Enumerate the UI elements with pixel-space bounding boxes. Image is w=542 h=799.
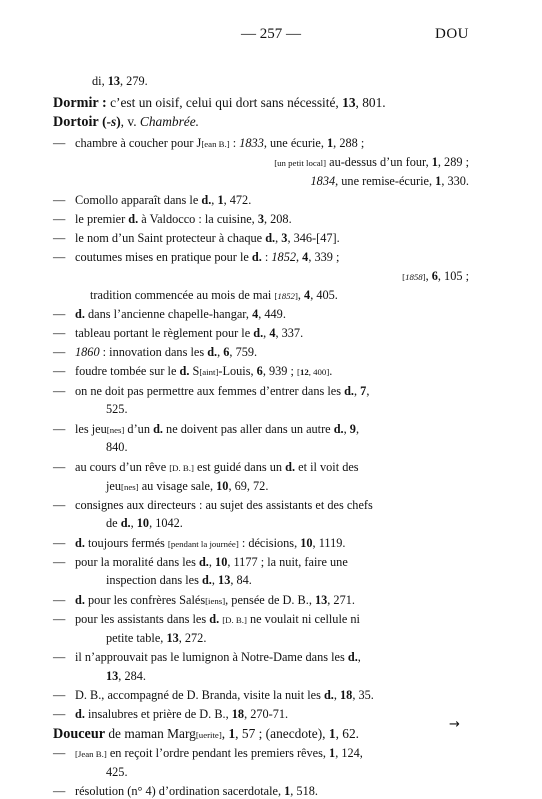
entry-text: consignes aux directeurs : au sujet des assistants et des chefs (75, 498, 373, 512)
entry-text: inspection dans les d., 13, 84. (106, 573, 252, 587)
entry-text: [Jean B.] en reçoit l’ordre pendant les premiers rêves, 1, 124, (75, 746, 363, 760)
entry-text: 425. (106, 765, 128, 779)
entry-text: d. insalubres et prière de D. B., 18, 270-71. (75, 707, 289, 721)
entry-dash: — (53, 784, 66, 798)
entry-dash: — (53, 707, 66, 721)
entry-text: D. B., accompagné de D. Branda, visite la nuit les d., 18, 35. (75, 688, 374, 702)
entry-dash: — (53, 650, 66, 664)
entry-text: Dormir : c’est un oisif, celui qui dort sans nécessité, 13, 801. (53, 95, 386, 111)
entry-dash: — (53, 250, 66, 264)
entry-text: [1858], 6, 105 ; (402, 269, 469, 283)
entry-dash: — (53, 345, 66, 359)
entry-dash: — (53, 136, 66, 150)
page-header (0, 26, 542, 46)
entry-text: 840. (106, 440, 128, 454)
entry-text: jeu[nes] au visage sale, 10, 69, 72. (106, 479, 269, 493)
entry-text: pour les assistants dans les d. [D. B.] ne voulait ni cellule ni (75, 612, 360, 626)
entry-text: 1860 : innovation dans les d., 6, 759. (75, 345, 258, 359)
entry-text: le nom d’un Saint protecteur à chaque d., 3, 346-[47]. (75, 231, 340, 245)
entry-text: 525. (106, 402, 128, 416)
entry-text: chambre à coucher pour J[ean B.] : 1833, une écurie, 1, 288 ; (75, 136, 365, 150)
entry-text: d. dans l’ancienne chapelle-hangar, 4, 449. (75, 307, 286, 321)
entry-text: Dortoir (-s), v. Chambrée. (53, 114, 200, 130)
entry-text: 1834, une remise-écurie, 1, 330. (310, 174, 469, 188)
entry-dash: — (53, 364, 66, 378)
entry-dash: — (53, 555, 66, 569)
entry-text: [un petit local] au-dessus d’un four, 1, 289 ; (274, 155, 469, 169)
entry-dash: — (53, 498, 66, 512)
entry-dash: — (53, 460, 66, 474)
entry-text: résolution (n° 4) d’ordination sacerdotale, 1, 518. (75, 784, 318, 798)
entry-text: on ne doit pas permettre aux femmes d’entrer dans les d., 7, (75, 384, 370, 398)
entry-text: Douceur de maman Marg[uerite], 1, 57 ; (anecdote), 1, 62. (53, 726, 360, 742)
entry-dash: — (53, 212, 66, 226)
entry-text: tradition commencée au mois de mai [1852], 4, 405. (90, 288, 338, 302)
entry-text: il n’approuvait pas le lumignon à Notre-Dame dans les d., (75, 650, 361, 664)
entry-text: d. toujours fermés [pendant la journée] : décisions, 10, 1119. (75, 536, 346, 550)
entry-text: petite table, 13, 272. (106, 631, 207, 645)
entry-text: coutumes mises en pratique pour le d. : 1852, 4, 339 ; (75, 250, 340, 264)
entry-text: pour la moralité dans les d., 10, 1177 ; la nuit, faire une (75, 555, 348, 569)
entry-dash: — (53, 326, 66, 340)
running-head: DOU (435, 26, 469, 42)
continuation-arrow-icon: → (449, 717, 460, 732)
entry-text: au cours d’un rêve [D. B.] est guidé dans un d. et il voit des (75, 460, 359, 474)
entry-text: le premier d. à Valdocco : la cuisine, 3, 208. (75, 212, 292, 226)
entry-dash: — (53, 422, 66, 436)
entry-dash: — (53, 536, 66, 550)
entry-text: foudre tombée sur le d. S[aint]-Louis, 6, 939 ; [12, 400]. (75, 364, 333, 378)
entry-text: d. pour les confrères Salés[iens], pensée de D. B., 13, 271. (75, 593, 355, 607)
entry-text: tableau portant le règlement pour le d., 4, 337. (75, 326, 304, 340)
entry-dash: — (53, 231, 66, 245)
entry-dash: — (53, 688, 66, 702)
entry-text: 13, 284. (106, 669, 146, 683)
entry-dash: — (53, 384, 66, 398)
page-number: — 257 — (241, 26, 301, 42)
entry-dash: — (53, 612, 66, 626)
entry-dash: — (53, 593, 66, 607)
entry-dash: — (53, 193, 66, 207)
entry-text: de d., 10, 1042. (106, 516, 183, 530)
entry-dash: — (53, 746, 66, 760)
entry-text: les jeu[nes] d’un d. ne doivent pas aller dans un autre d., 9, (75, 422, 360, 436)
entry-text: Comollo apparaît dans le d., 1, 472. (75, 193, 252, 207)
entry-text: di, 13, 279. (92, 74, 148, 88)
entry-dash: — (53, 307, 66, 321)
